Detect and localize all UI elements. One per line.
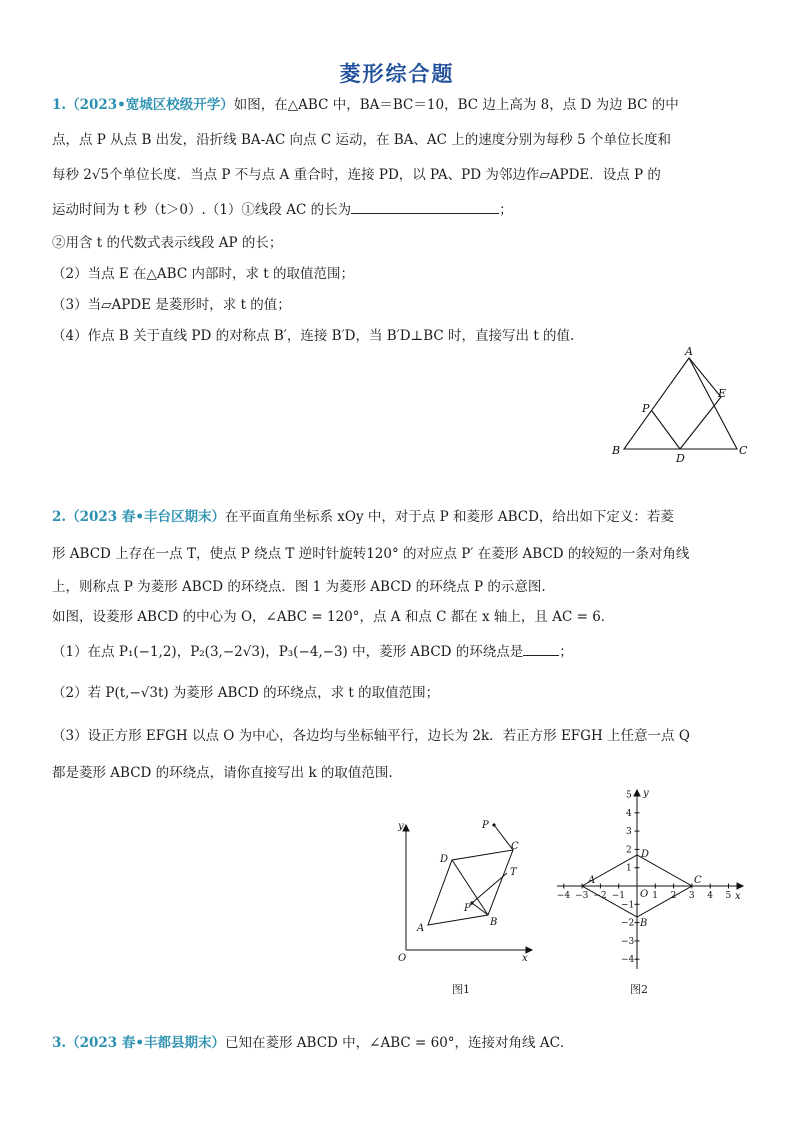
- point-p: [492, 823, 495, 826]
- label-d: D: [676, 452, 685, 463]
- y-tick-label: −3: [621, 936, 635, 947]
- q2-line-7: （3）设正方形 EFGH 以点 O 为中心，各边均与坐标轴平行，边长为 2k．若正方形 EFGH 上任意一点 Q: [52, 728, 690, 744]
- q1-line-7: （3）当▱APDE 是菱形时，求 t 的值；: [52, 297, 291, 313]
- answer-blank: [351, 201, 499, 214]
- q1-text-4a: 运动时间为 t 秒（t＞0）.（1）①线段 AC 的长为: [52, 202, 352, 218]
- q1-line-3: 每秒 2√5个单位长度．当点 P 不与点 A 重合时，连接 PD，以 PA、PD 为邻边作▱APDE．设点 P 的: [52, 167, 661, 183]
- q3-line-1: [52, 1034, 573, 1052]
- q1-figure-triangle: [605, 345, 755, 463]
- y-axis-arrow: [634, 790, 640, 796]
- x-tick-label: 2: [670, 891, 677, 901]
- fig2-label-a: A: [588, 875, 596, 886]
- x-tick-label: −1: [611, 891, 625, 901]
- y-axis-arrow: [403, 825, 409, 831]
- tick-labels: [557, 791, 732, 966]
- fig1-y-label: y: [398, 821, 404, 832]
- fig1-label-c: C: [511, 841, 519, 852]
- q2-line-5: [52, 643, 573, 661]
- label-a: A: [685, 345, 693, 358]
- segment-pd: [652, 411, 680, 449]
- label-p: P: [642, 402, 650, 415]
- q2-line-4: 如图，设菱形 ABCD 的中心为 O，∠ABC = 120°，点 A 和点 C 都在 x 轴上，且 AC = 6．: [52, 609, 615, 625]
- label-e: E: [718, 387, 727, 400]
- q2-line-3: 上，则称点 P 为菱形 ABCD 的环绕点．图 1 为菱形 ABCD 的环绕点 P 的示意图.: [52, 579, 546, 595]
- fig2-caption: 图2: [630, 983, 648, 996]
- y-tick-label: 4: [626, 808, 632, 819]
- fig1-origin-label: O: [398, 953, 407, 963]
- fig1-label-p: P: [482, 820, 489, 831]
- fig1-label-t: T: [510, 867, 517, 878]
- x-tick-label: 5: [725, 891, 732, 901]
- fig1-label-b: B: [490, 917, 498, 928]
- x-tick-label: 3: [688, 891, 695, 901]
- fig2-x-label: x: [735, 891, 741, 902]
- q2-text-5a: （1）在点 P₁(−1,2)，P₂(3,−2√3)，P₃(−4,−3) 中，菱形 ABCD 的环绕点是: [52, 644, 524, 660]
- q1-text-4b: ；: [499, 202, 513, 218]
- y-tick-label: −4: [621, 955, 635, 966]
- fig1-caption: 图1: [452, 983, 470, 996]
- q2-line-1: [52, 508, 674, 526]
- page-title: 菱形综合题: [339, 61, 455, 86]
- fig1-label-p-prime: P′: [464, 903, 473, 914]
- x-tick-label: 4: [707, 891, 713, 901]
- fig1-label-a: A: [417, 923, 425, 934]
- q1-source: （2023•宽城区校级开学）: [66, 97, 234, 113]
- fig1-x-label: x: [522, 953, 528, 963]
- q3-text-1: 已知在菱形 ABCD 中，∠ABC = 60°，连接对角线 AC．: [225, 1035, 574, 1051]
- x-axis-arrow: [737, 883, 743, 889]
- q2-figure-2: [553, 787, 748, 972]
- q1-line-6: （2）当点 E 在△ABC 内部时，求 t 的取值范围；: [52, 266, 354, 282]
- q1-text-1: 如图，在△ABC 中，BA＝BC＝10，BC 边上高为 8，点 D 为边 BC 的中: [233, 97, 679, 113]
- q2-text-1: 在平面直角坐标系 xOy 中，对于点 P 和菱形 ABCD，给出如下定义：若菱: [225, 509, 674, 525]
- q2-line-2: 形 ABCD 上存在一点 T，使点 P 绕点 T 逆时针旋转120° 的对应点 P′ 在菱形 ABCD 的较短的一条对角线: [52, 546, 690, 562]
- segment-p2b: [472, 903, 488, 915]
- triangle-abc: [624, 358, 737, 449]
- q2-number: 2.: [52, 509, 67, 525]
- segment-de: [680, 397, 721, 449]
- label-c: C: [739, 444, 748, 457]
- q2-line-8: 都是菱形 ABCD 的环绕点，请你直接写出 k 的取值范围.: [52, 765, 393, 781]
- q1-line-1: [52, 96, 679, 114]
- segment-ae: [689, 358, 721, 397]
- x-tick-label: 1: [652, 891, 659, 901]
- fig2-origin-label: O: [640, 889, 649, 900]
- q2-text-5b: ；: [559, 644, 573, 660]
- y-tick-label: −1: [621, 900, 635, 911]
- q1-line-2: 点，点 P 从点 B 出发，沿折线 BA-AC 向点 C 运动，在 BA、AC 上的速度分别为每秒 5 个单位长度和: [52, 132, 671, 148]
- y-tick-label: 2: [626, 845, 632, 856]
- y-tick-label: 5: [626, 790, 632, 801]
- fig2-label-d: D: [641, 849, 650, 860]
- fig2-label-b: B: [640, 918, 648, 929]
- fig1-label-d: D: [440, 854, 449, 865]
- q1-number: 1.: [52, 97, 67, 113]
- x-tick-label: −4: [556, 891, 571, 901]
- y-tick-label: −2: [621, 918, 635, 929]
- fig2-label-c: C: [694, 875, 702, 886]
- q2-line-6: （2）若 P(t,−√3t) 为菱形 ABCD 的环绕点，求 t 的取值范围；: [52, 685, 440, 701]
- y-tick-label: 1: [626, 863, 632, 874]
- q2-source: （2023 春•丰台区期末）: [66, 509, 225, 525]
- label-b: B: [612, 444, 621, 457]
- segment-p2t: [472, 873, 507, 903]
- q3-source: （2023 春•丰都县期末）: [66, 1035, 225, 1051]
- answer-blank: [523, 643, 559, 656]
- x-tick-label: −3: [575, 891, 589, 901]
- q1-line-8: （4）作点 B 关于直线 PD 的对称点 B′，连接 B′D，当 B′D⊥BC 时，直接写出 t 的值.: [52, 328, 575, 344]
- q1-line-4: [52, 201, 513, 219]
- x-tick-label: −2: [593, 891, 607, 901]
- q1-line-5: ②用含 t 的代数式表示线段 AP 的长；: [52, 235, 283, 251]
- y-tick-label: 3: [626, 827, 632, 838]
- fig2-y-label: y: [643, 788, 649, 799]
- q2-figure-1: [392, 815, 540, 963]
- q3-number: 3.: [52, 1035, 67, 1051]
